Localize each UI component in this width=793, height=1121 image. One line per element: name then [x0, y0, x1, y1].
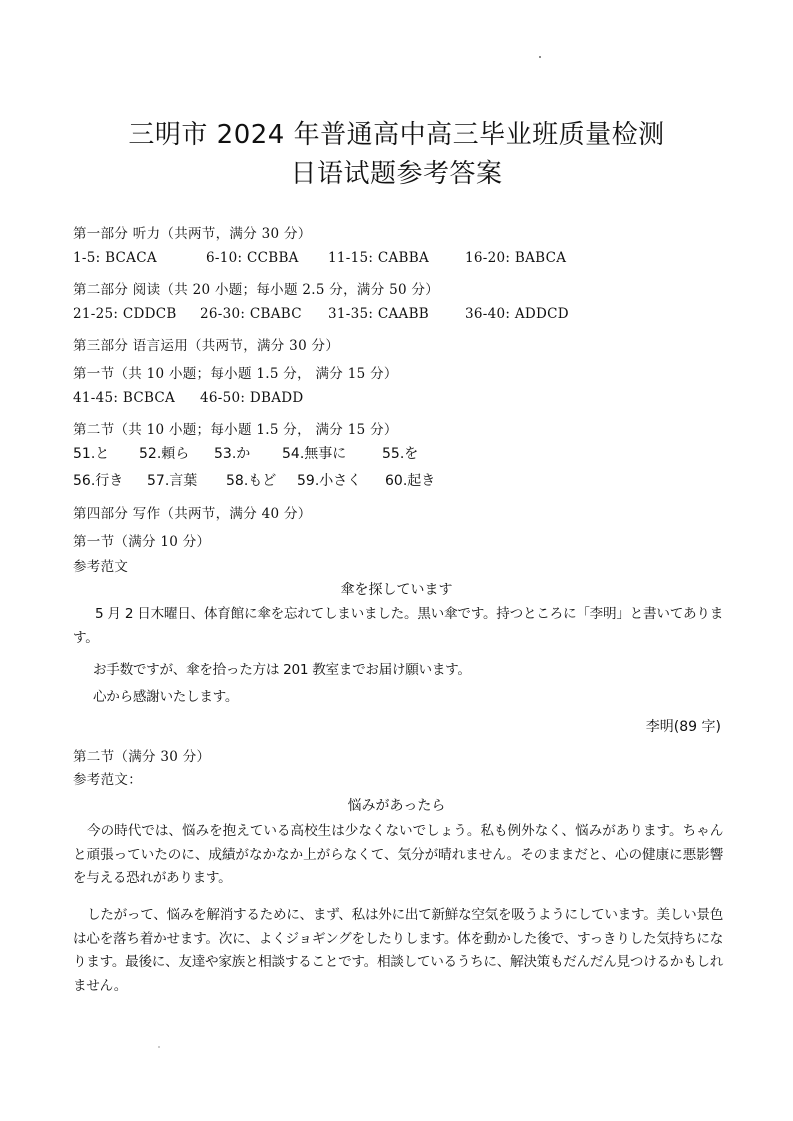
sample-essay-label: 参考范文： — [73, 772, 142, 788]
scan-dot — [539, 56, 541, 58]
part3-section2-heading: 第二节（共 10 小题；每小题 1.5 分， 满分 15 分） — [73, 422, 398, 438]
part2-heading: 第二部分 阅读（共 20 小题；每小题 2.5 分，满分 50 分） — [73, 282, 440, 298]
cloze-answer: 56.行き — [73, 473, 124, 489]
answer-group: 1-5: BCACA — [73, 250, 157, 266]
answer-group: 36-40: ADDCD — [465, 306, 569, 322]
cloze-answer: 54.無事に — [282, 446, 347, 462]
cloze-answer: 51.と — [73, 446, 110, 462]
part4-section1-heading: 第一节（满分 10 分） — [73, 534, 211, 550]
answer-group: 21-25: CDDCB — [73, 306, 177, 322]
essay-title: 悩みがあったら — [347, 798, 446, 814]
cloze-answer: 58.もど — [226, 473, 277, 489]
sample-essay-label: 参考范文 — [73, 559, 129, 575]
answer-group: 6-10: CCBBA — [206, 250, 299, 266]
essay-paragraph: 今の時代では、悩みを抱えている高校生は少なくないでしょう。私も例外なく、悩みがあります。ちゃんと頑張っていたのに、成績がなかなか上がらなくて、気分が晴れません。そのままだと、心の健康に悪影響を与える恐れがあります。 — [73, 823, 723, 886]
essay-paragraph: したがって、悩みを解消するために、まず、私は外に出て新鮮な空気を吸うようにしています。美しい景色は心を落ち着かせます。次に、よくジョギングをしたりします。体を動かした後で、すっきりした気持ちになります。最後に、友達や家族と相談することです。相談しているうちに、解決策もだんだん見つけるかもしれません。 — [73, 907, 723, 994]
answer-group: 11-15: CABBA — [328, 250, 430, 266]
essay-paragraph: 心から感謝いたします。 — [93, 689, 239, 705]
page-subtitle: 日语试题参考答案 — [290, 159, 503, 189]
cloze-answer: 55.を — [382, 446, 419, 462]
essay-paragraph: お手数ですが、傘を拾った方は 201 教室までお届け願います。 — [93, 662, 471, 678]
answer-group: 16-20: BABCA — [465, 250, 567, 266]
part4-section2-heading: 第二节（满分 30 分） — [73, 749, 211, 765]
part1-heading: 第一部分 听力（共两节，满分 30 分） — [73, 226, 312, 242]
scan-dot — [158, 1046, 160, 1048]
part3-section1-heading: 第一节（共 10 小题；每小题 1.5 分， 满分 15 分） — [73, 366, 398, 382]
answer-group: 46-50: DBADD — [200, 390, 304, 406]
part4-heading: 第四部分 写作（共两节，满分 40 分） — [73, 506, 312, 522]
cloze-answer: 53.か — [214, 446, 251, 462]
answer-group: 31-35: CAABB — [328, 306, 430, 322]
cloze-answer: 59.小さく — [297, 473, 362, 489]
page-title: 三明市 2024 年普通高中高三毕业班质量检测 — [128, 120, 665, 150]
cloze-answer: 60.起き — [385, 473, 436, 489]
part3-heading: 第三部分 语言运用（共两节，满分 30 分） — [73, 338, 340, 354]
essay-paragraph: 5 月 2 日木曜日、体育館に傘を忘れてしまいました。黒い傘です。持つところに「李明」と書いてあります。 — [73, 606, 723, 646]
answer-group: 26-30: CBABC — [200, 306, 302, 322]
answer-group: 41-45: BCBCA — [73, 390, 176, 406]
cloze-answer: 52.頼ら — [139, 446, 190, 462]
essay-signature: 李明(89 字) — [645, 719, 721, 735]
essay-title: 傘を探しています — [340, 582, 453, 598]
cloze-answer: 57.言葉 — [147, 473, 198, 489]
